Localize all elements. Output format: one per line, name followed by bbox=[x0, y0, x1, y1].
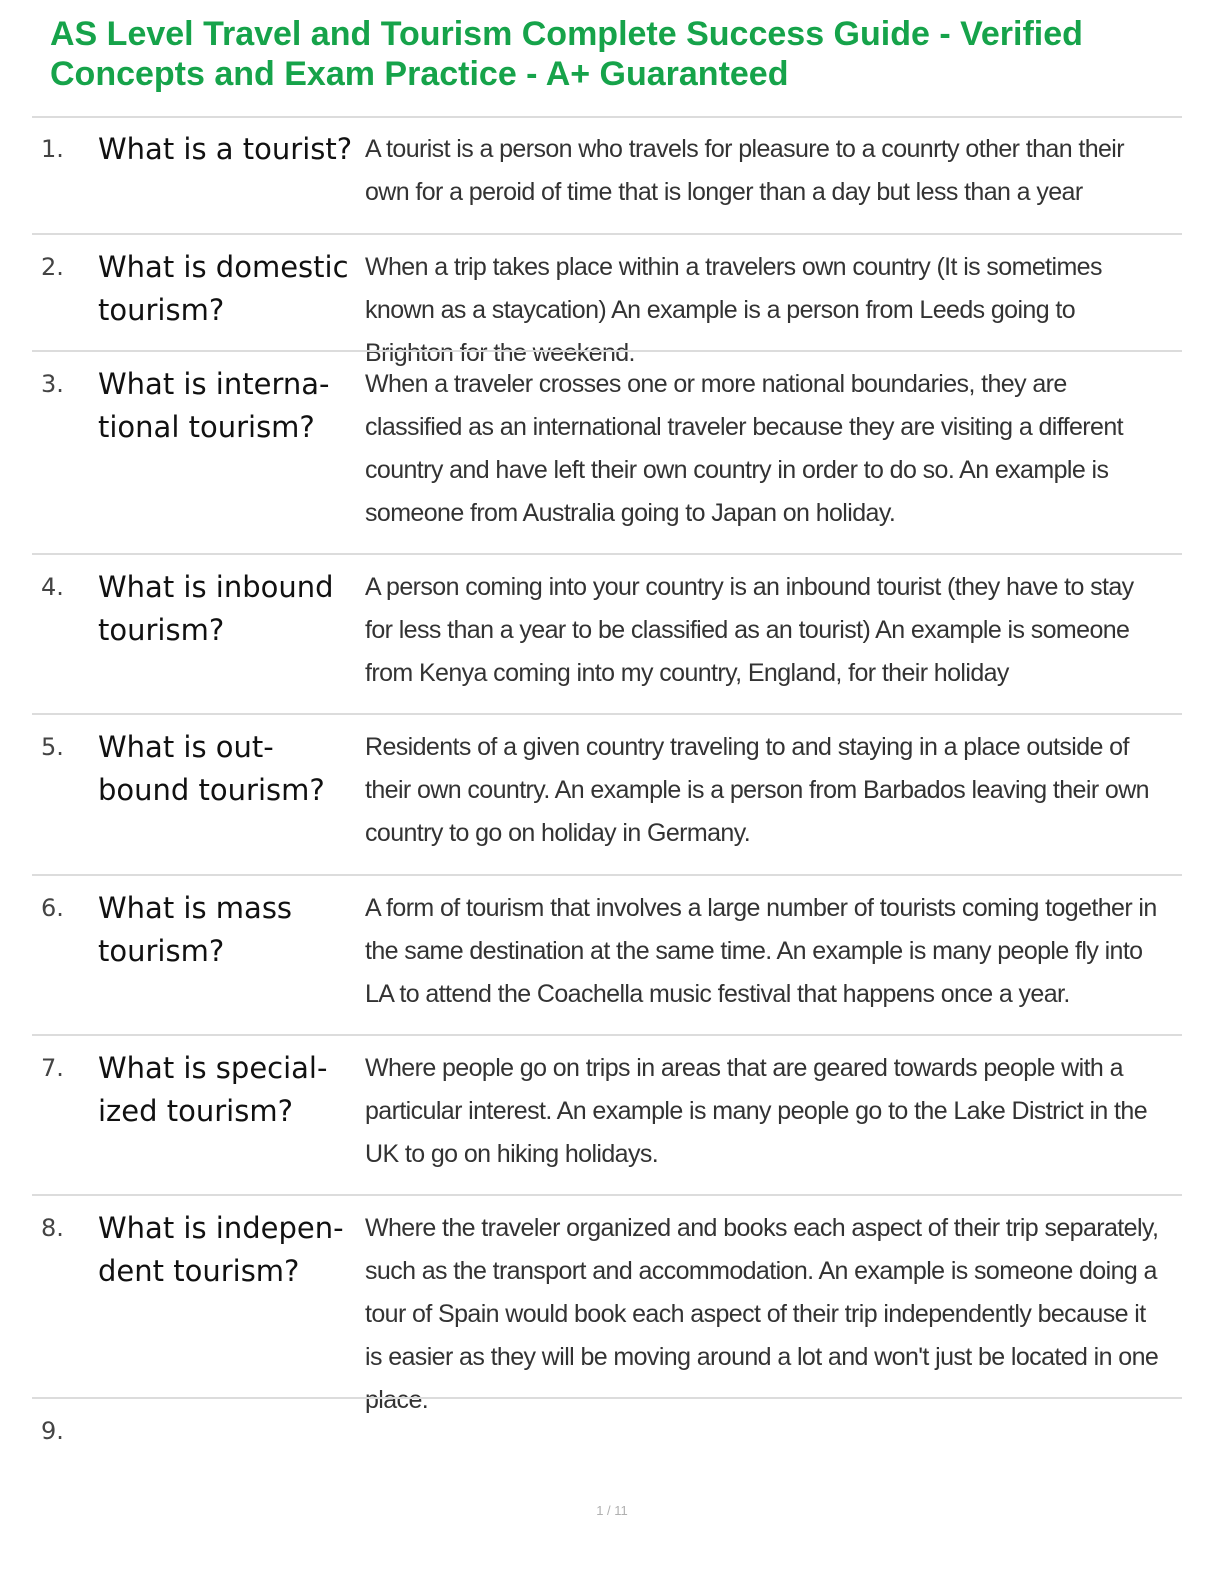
card-definition: When a trip takes place within a travelers own country (It is sometimes known as a staycation) An example is a person from Leeds going to Brighton for the weekend. bbox=[365, 253, 1102, 367]
divider bbox=[32, 1397, 1182, 1399]
card-definition: Where people go on trips in areas that are geared towards people with a particular interest. An example is many people go to the Lake District in the UK to go on hiking holidays. bbox=[365, 1054, 1148, 1168]
card-number: 3. bbox=[41, 370, 64, 398]
divider bbox=[32, 1034, 1182, 1036]
divider bbox=[32, 350, 1182, 352]
divider bbox=[32, 713, 1182, 715]
divider bbox=[32, 233, 1182, 235]
card-definition: A tourist is a person who travels for pleasure to a counrty other than their own for a peroid of time that is longer than a day but less than a year bbox=[365, 135, 1124, 206]
card-term: What is inbound tourism? bbox=[98, 570, 334, 647]
divider bbox=[32, 116, 1182, 118]
card-term: What is special- ized tourism? bbox=[98, 1051, 328, 1128]
card-term: What is a tourist? bbox=[98, 132, 353, 166]
card-number: 4. bbox=[41, 573, 64, 601]
card-definition: A person coming into your country is an inbound tourist (they have to stay for less than a year to be classified as an tourist) An example is someone from Kenya coming into my country, England, for their holiday bbox=[365, 573, 1134, 687]
card-definition: Where the traveler organized and books each aspect of their trip separately, such as the transport and accommodation. An example is someone doing a tour of Spain would book each aspect of their trip independently because it is easier as they will be moving around a lot and won't just be located in one place. bbox=[365, 1214, 1159, 1414]
card-number: 8. bbox=[41, 1214, 64, 1242]
divider bbox=[32, 874, 1182, 876]
document-title: AS Level Travel and Tourism Complete Success Guide - Verified Concepts and Exam Practice - A+ Guaranteed bbox=[50, 15, 1083, 93]
card-term: What is domestic tourism? bbox=[98, 250, 349, 327]
page-indicator: 1 / 11 bbox=[596, 1503, 628, 1518]
card-number: 5. bbox=[41, 733, 64, 761]
card-definition: A form of tourism that involves a large number of tourists coming together in the same destination at the same time. An example is many people fly into LA to attend the Coachella music festival that happens once a year. bbox=[365, 894, 1157, 1008]
card-definition: Residents of a given country traveling to and staying in a place outside of their own country. An example is a person from Barbados leaving their own country to go on holiday in Germany. bbox=[365, 733, 1149, 847]
card-number: 6. bbox=[41, 894, 64, 922]
card-number: 1. bbox=[41, 135, 64, 163]
card-term: What is indepen- dent tourism? bbox=[98, 1211, 344, 1288]
card-number: 7. bbox=[41, 1054, 64, 1082]
divider bbox=[32, 553, 1182, 555]
divider bbox=[32, 1194, 1182, 1196]
card-number: 9. bbox=[41, 1417, 64, 1445]
card-definition: When a traveler crosses one or more national boundaries, they are classified as an international traveler because they are visiting a different country and have left their own country in order to do so. An example is someone from Australia going to Japan on holiday. bbox=[365, 370, 1123, 527]
card-term: What is interna- tional tourism? bbox=[98, 367, 330, 444]
card-term: What is mass tourism? bbox=[98, 891, 293, 968]
card-number: 2. bbox=[41, 253, 64, 281]
card-term: What is out- bound tourism? bbox=[98, 730, 325, 807]
